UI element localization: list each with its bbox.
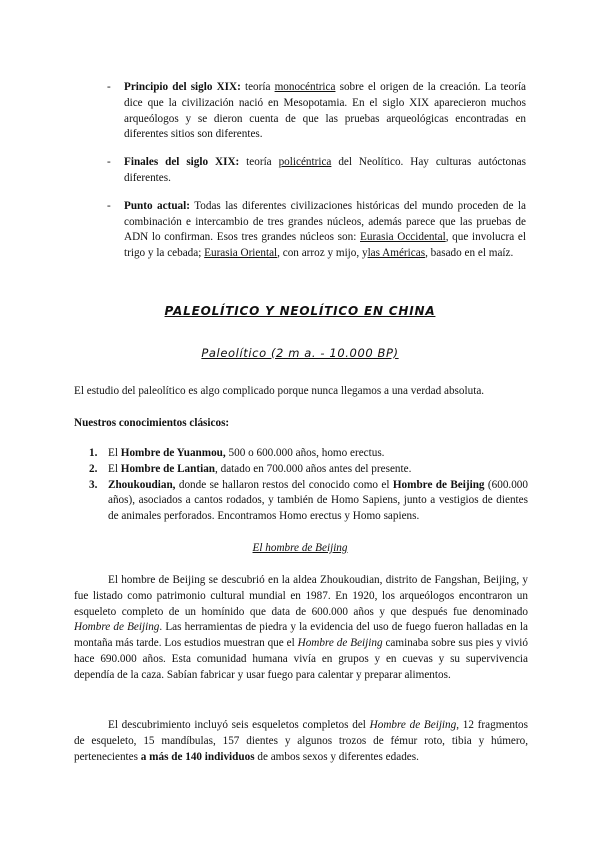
list-number: 3.	[89, 478, 98, 491]
list-text: 500 o 600.000 años, homo erectus.	[225, 447, 385, 459]
italic-term: Hombre de Beijing	[297, 637, 383, 650]
paragraph-text: caminaba sobre sus pies y vivió hace 690.000 años. Esta comunidad humana vivía en grupos y en cuevas y su supervivencia dependía de la caza. Sabían fabricar y usar fuego para calentar y preparar alimentos.	[74, 637, 528, 681]
bullet-text: sobre el origen de la creación. La teoría dice que la civilización nació en Mesopotamia. En el siglo XIX aparecieron muchos arqueólogos y se dieron cuenta de que las pruebas arqueológicas encontradas en diferentes sitios son diferentes.	[124, 81, 527, 141]
intro-paragraph: El estudio del paleolítico es algo complicado porque nunca llegamos a una verdad absoluta.	[74, 385, 485, 397]
numbered-list	[89, 446, 528, 525]
paragraph-text: de ambos sexos y diferentes edades.	[254, 750, 419, 763]
paragraph-text: El hombre de Beijing se descubrió en la aldea Zhoukoudian, distrito de Fangshan, Beijing, y fue listado como patrimonio cultural mundial en 1987. En 1920, los arqueólogos encontraron un esqueleto completo de un homínido que data de 600.000 años y que después fue denominado	[74, 574, 528, 618]
list-bold-term: Hombre de Yuanmou,	[120, 447, 226, 459]
bullet-text: , con arroz y mijo, y	[277, 247, 368, 260]
list-text: El	[108, 447, 121, 459]
bullet-text: teoría	[239, 156, 279, 169]
list-bold-term: Zhoukoudian,	[108, 478, 176, 491]
section-subtitle: Paleolítico (2 m a. - 10.000 BP)	[201, 346, 399, 360]
list-number: 1.	[89, 447, 98, 459]
bullet-text: teoría	[240, 81, 275, 93]
list-item	[89, 478, 528, 525]
section-title: PALEOLÍTICO Y NEOLÍTICO EN CHINA	[164, 304, 436, 318]
bullet-item	[107, 155, 526, 187]
bold-term: a más de 140 individuos	[140, 750, 255, 763]
list-item	[89, 462, 528, 478]
underlined-term: policéntrica	[278, 156, 332, 169]
list-text: El	[108, 462, 121, 475]
bullet-heading: Punto actual:	[124, 199, 190, 212]
list-item	[89, 446, 528, 462]
bullet-text: , basado en el maíz.	[425, 247, 514, 260]
discovery-paragraph	[74, 718, 528, 765]
bullet-text: Todas las diferentes civilizaciones históricas del mundo proceden de la combinación e intercambio de tres grandes núcleos, además parece que las pruebas de ADN lo confirman. Esos tres grandes núcleos son:	[124, 199, 526, 244]
list-bold-term: Hombre de Beijing	[392, 478, 485, 491]
paragraph-text: El descubrimiento incluyó seis esqueletos completos del	[108, 719, 370, 731]
list-text: donde se hallaron restos del conocido como el	[175, 478, 393, 491]
paragraph-text: . Las herramientas de piedra y la evidencia del uso de fuego fueron halladas en la montaña más tarde. Los estudios muestran que el	[74, 621, 528, 650]
underlined-term: las Américas	[367, 247, 426, 260]
underlined-term: monocéntrica	[274, 81, 336, 93]
list-text: , datado en 700.000 años antes del presente.	[215, 462, 412, 475]
bullet-item	[107, 199, 526, 262]
list-text: (600.000 años), asociados a cantos rodados, y también de Homo Sapiens, junto a vestigios de dientes de animales perforados. Encontramos Homo erectus y Homo sapiens.	[108, 478, 528, 523]
italic-term: Hombre de Beijing	[369, 719, 457, 731]
italic-term: Hombre de Beijing	[74, 621, 160, 634]
beijing-man-paragraph	[74, 573, 528, 684]
bullet-text: del Neolítico. Hay culturas autóctonas diferentes.	[124, 156, 526, 184]
bullet-dash: -	[107, 156, 111, 169]
bullet-text: , que involucra el trigo y la cebada;	[124, 231, 526, 260]
bullet-heading: Principio del siglo XIX:	[124, 81, 241, 93]
paragraph-text: , 12 fragmentos de esqueleto, 15 mandíbulas, 157 dientes y algunos trozos de fémur roto, tibia y húmero, pertenecientes	[74, 719, 529, 763]
subsection-caption: El hombre de Beijing	[252, 542, 348, 554]
theory-bullet-list	[107, 80, 527, 274]
bullet-dash: -	[107, 81, 111, 93]
list-number: 2.	[89, 462, 98, 475]
bullet-item	[107, 80, 527, 143]
underlined-term: Eurasia Oriental	[204, 247, 278, 260]
bullet-heading: Finales del siglo XIX:	[124, 156, 240, 169]
list-heading: Nuestros conocimientos clásicos:	[74, 417, 230, 429]
underlined-term: Eurasia Occidental	[360, 231, 446, 244]
list-bold-term: Hombre de Lantian	[120, 462, 216, 475]
bullet-dash: -	[107, 199, 111, 212]
